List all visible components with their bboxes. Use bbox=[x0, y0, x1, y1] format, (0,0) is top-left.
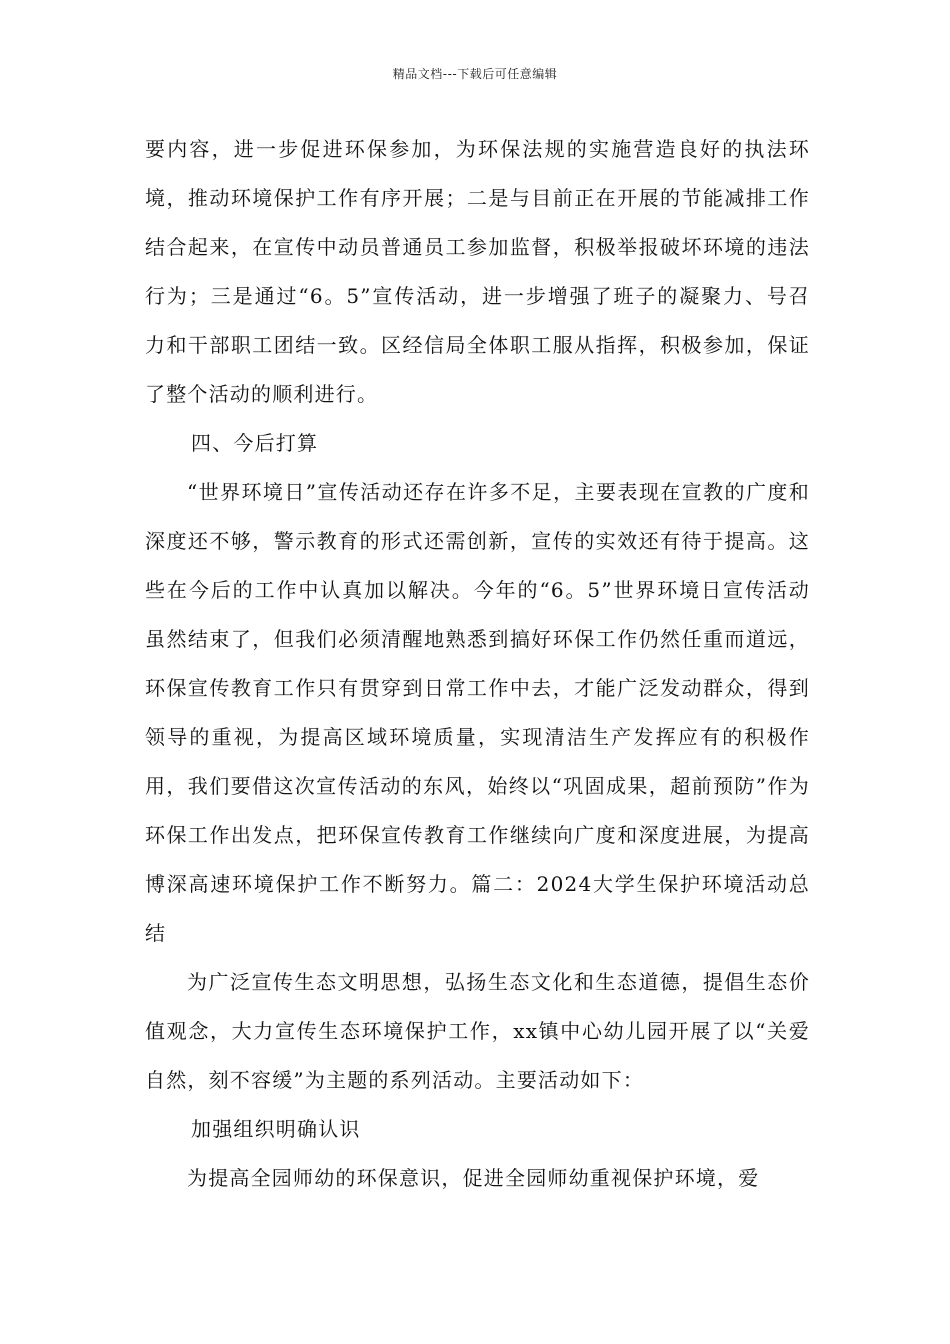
section-heading: 四、今后打算 bbox=[191, 431, 319, 455]
document-body bbox=[145, 125, 810, 1203]
paragraph: “世界环境日”宣传活动还存在许多不足，主要表现在宣教的广度和深度还不够，警示教育的形式还需创新，宣传的实效还有待于提高。这些在今后的工作中认真加以解决。今年的“6。5”世界环境日宣传活动虽然结束了，但我们必须清醒地熟悉到搞好环保工作仍然任重而道远，环保宣传教育工作只有贯穿到日常工作中去，才能广泛发动群众，得到领导的重视，为提高区域环境质量，实现清洁生产发挥应有的积极作用，我们要借这次宣传活动的东风，始终以“巩固成果，超前预防”作为环保工作出发点，把环保宣传教育工作继续向广度和深度进展，为提高博深高速环境保护工作不断努力。篇二：2024大学生保护环境活动总结 bbox=[145, 480, 810, 945]
paragraph: 为广泛宣传生态文明思想，弘扬生态文化和生态道德，提倡生态价值观念，大力宣传生态环境保护工作，xx镇中心幼儿园开展了以“关爱自然，刻不容缓”为主题的系列活动。主要活动如下： bbox=[145, 970, 810, 1092]
section-heading: 加强组织明确认识 bbox=[191, 1117, 361, 1141]
page-header: 精品文档---下载后可任意编辑 bbox=[392, 67, 558, 81]
paragraph: 为提高全园师幼的环保意识，促进全园师幼重视保护环境，爱 bbox=[187, 1166, 760, 1190]
paragraph: 要内容，进一步促进环保参加，为环保法规的实施营造良好的执法环境，推动环境保护工作有序开展；二是与目前正在开展的节能减排工作结合起来，在宣传中动员普通员工参加监督，积极举报破坏环境的违法行为；三是通过“6。5”宣传活动，进一步增强了班子的凝聚力、号召力和干部职工团结一致。区经信局全体职工服从指挥，积极参加，保证了整个活动的顺利进行。 bbox=[145, 137, 810, 406]
